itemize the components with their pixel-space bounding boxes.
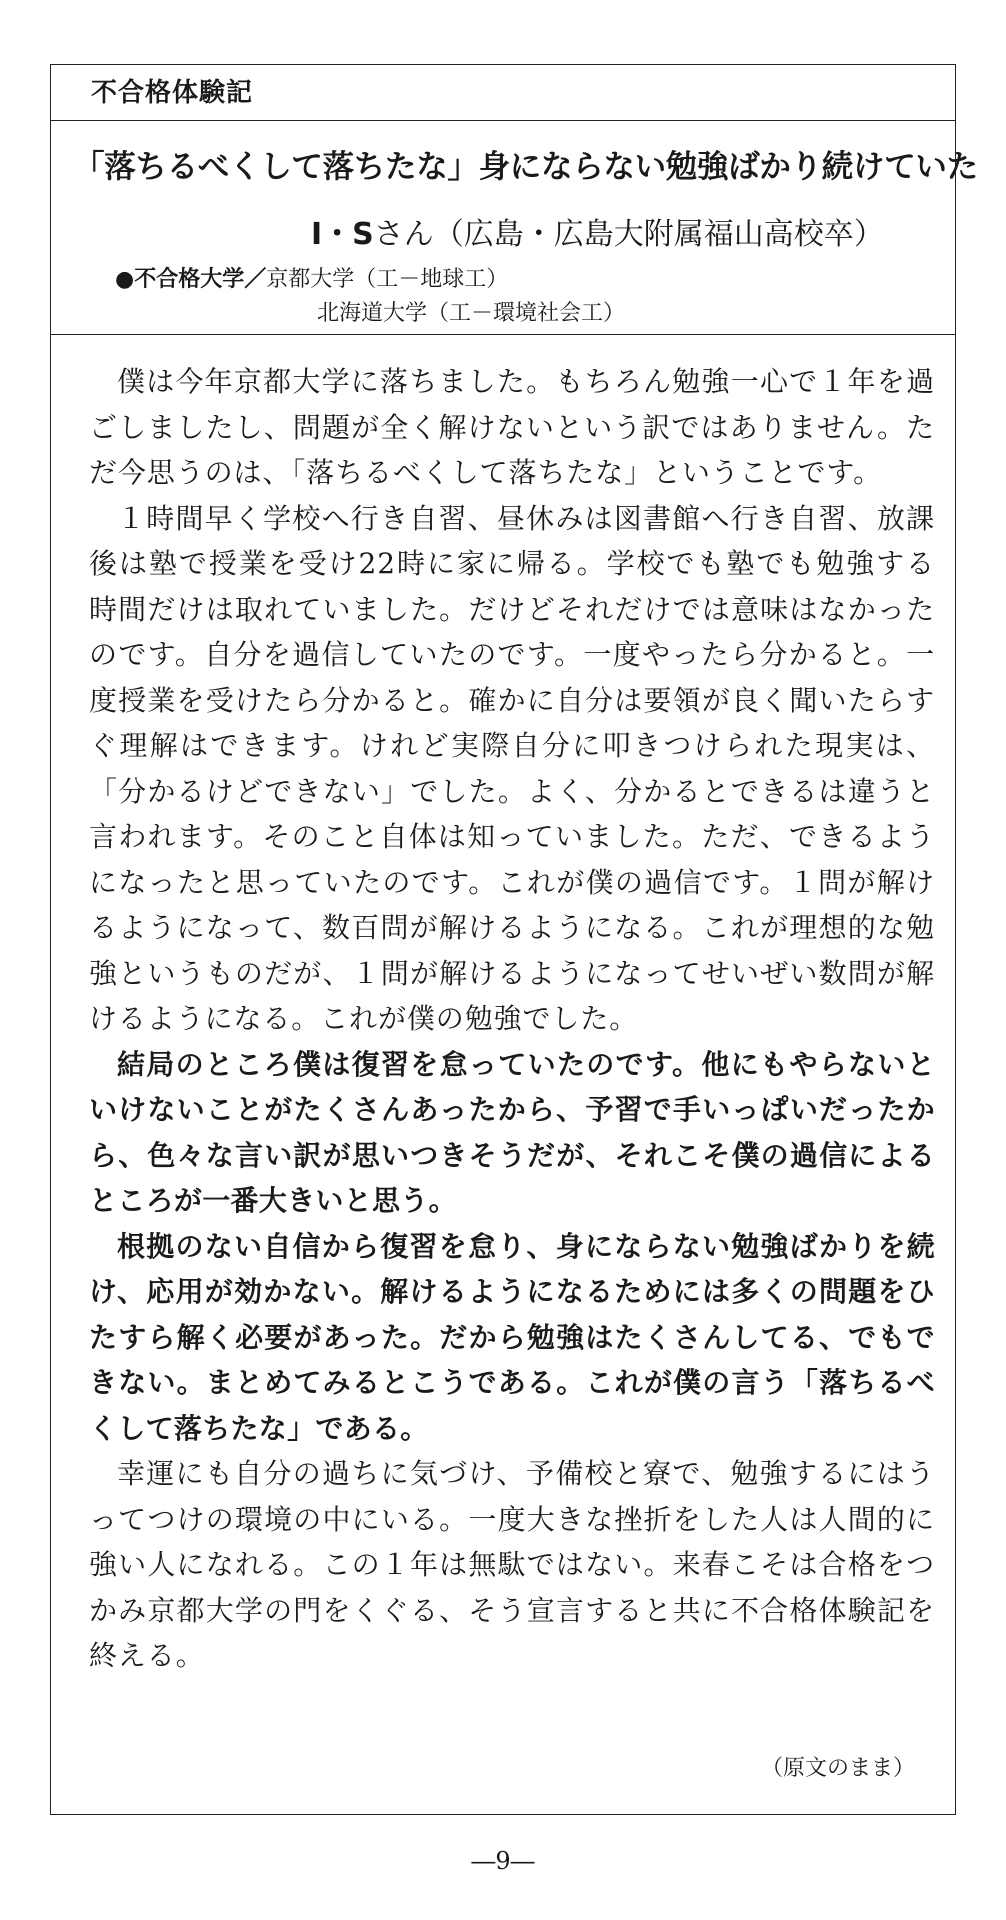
page-number: ―9― [471, 1847, 535, 1875]
failed-universities-label: ●不合格大学／ [115, 267, 267, 292]
body-paragraph: １時間早く学校へ行き自習、昼休みは図書館へ行き自習、放課後は塾で授業を受け22時に家に帰る。学校でも塾でも勉強する時間だけは取れていました。だけどそれだけでは意味はなかったのです。自分を過信していたのです。一度やったら分かると。一度授業を受けたら分かると。確かに自分は要領が良く聞いたらすぐ理解はできます。けれど実際自分に叩きつけられた現実は、「分かるけどできない」でした。よく、分かるとできるは違うと言われます。そのこと自体は知っていました。ただ、できるようになったと思っていたのです。これが僕の過信です。１問が解けるようになって、数百問が解けるようになる。これが理想的な勉強というものだが、１問が解けるようになってせいぜい数問が解けるようになる。これが僕の勉強でした。 [89, 501, 935, 1035]
section-header [51, 65, 955, 121]
body-paragraph: 僕は今年京都大学に落ちました。もちろん勉強一心で１年を過ごしましたし、問題が全く解けないという訳ではありません。ただ今思うのは、「落ちるべくして落ちたな」ということです。 [89, 365, 935, 489]
article-frame [50, 64, 978, 1815]
section-label: 不合格体験記 [91, 78, 254, 108]
author-line [311, 213, 884, 257]
author-affiliation: さん（広島・広島大附属福山高校卒） [373, 217, 884, 252]
failed-university: 京都大学（工－地球工） [266, 267, 509, 292]
failed-universities [115, 263, 625, 331]
failed-university: 北海道大学（工－環境社会工） [317, 301, 626, 326]
body-paragraph-bold: 根拠のない自信から復習を怠り、身にならない勉強ばかりを続け、応用が効かない。解けるようになるためには多くの問題をひたすら解く必要があった。だから勉強はたくさんしてる、でもできない。まとめてみるとこうである。これが僕の言う「落ちるべくして落ちたな」である。 [89, 1229, 935, 1445]
article-title: 「落ちるべくして落ちたな」身にならない勉強ばかり続けていた [73, 149, 978, 185]
body-paragraph: 幸運にも自分の過ちに気づけ、予備校と寮で、勉強するにはうってつけの環境の中にいる。一度大きな挫折をした人は人間的に強い人になれる。この１年は無駄ではない。来春こそは合格をつかみ京都大学の門をくぐる、そう宣言すると共に不合格体験記を終える。 [89, 1457, 935, 1672]
title-block [51, 121, 978, 335]
author-initials: I・S [311, 217, 374, 252]
body-paragraph-bold: 結局のところ僕は復習を怠っていたのです。他にもやらないといけないことがたくさんあったから、予習で手いっぱいだったから、色々な言い訳が思いつきそうだが、それこそ僕の過信によるところが一番大きいと思う。 [89, 1047, 935, 1217]
original-text-note: （原文のまま） [760, 1756, 915, 1781]
article-body [89, 359, 935, 1679]
